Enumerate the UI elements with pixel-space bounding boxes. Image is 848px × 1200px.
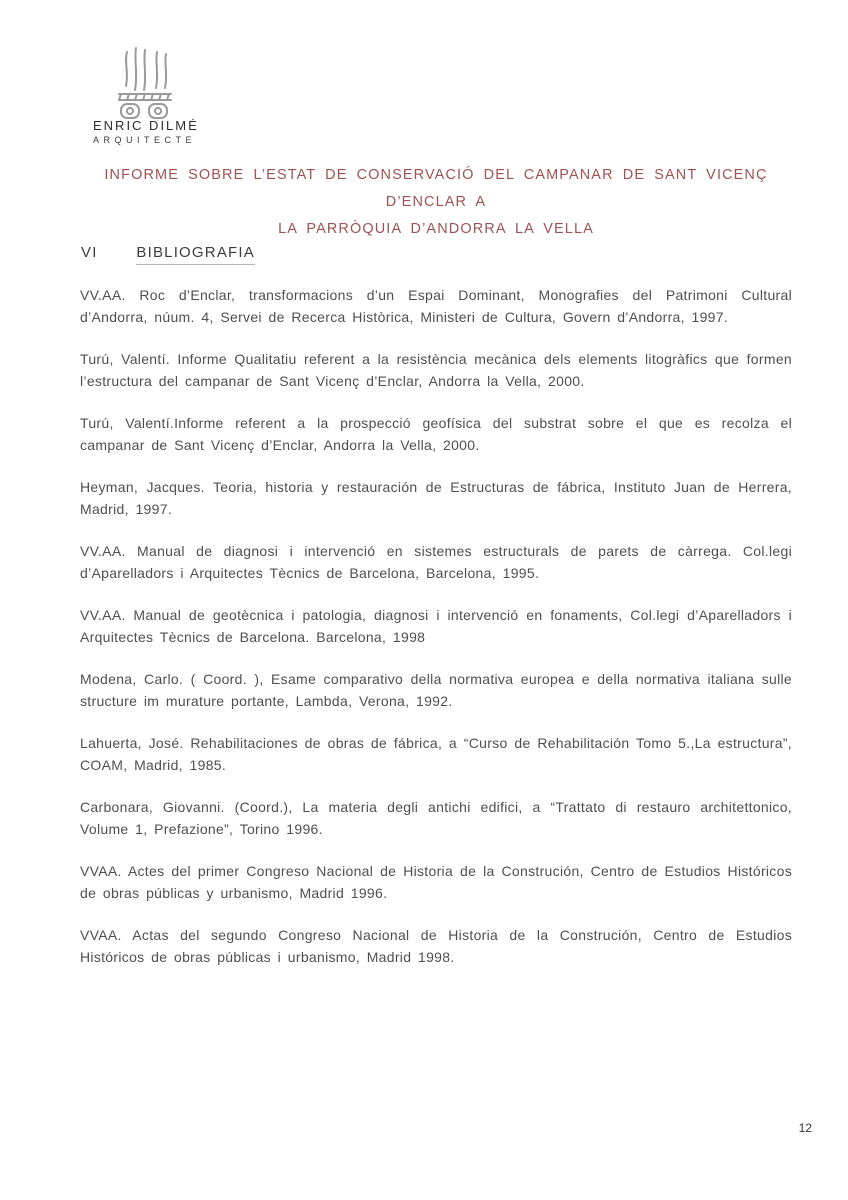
architect-logo [93, 46, 213, 145]
page-number: 12 [798, 1121, 812, 1135]
bibliography-entry: Lahuerta, José. Rehabilitaciones de obras de fábrica, a “Curso de Rehabilitación Tomo 5.,La estructura”, COAM, Madrid, 1985. [80, 735, 792, 773]
logo-subtitle: ARQUITECTE [93, 135, 197, 145]
bibliography-entry: VV.AA. Manual de diagnosi i intervenció en sistemes estructurals de parets de càrrega. Col.legi d’Aparelladors i Arquitectes Tècnics de Barcelona, Barcelona, 1995. [80, 543, 792, 581]
section-title: BIBLIOGRAFIA [136, 244, 255, 265]
bibliography-entry: VVAA. Actes del primer Congreso Nacional de Historia de la Construción, Centro de Estudios Históricos de obras públicas y urbanismo, Madrid 1996. [80, 863, 792, 901]
bibliography-list [80, 285, 792, 989]
document-title [80, 162, 792, 243]
bibliography-entry: Turú, Valentí. Informe Qualitatiu referent a la resistència mecànica dels elements litogràfics que formen l’estructura del campanar de Sant Vicenç d’Enclar, Andorra la Vella, 2000. [80, 351, 792, 389]
section-number: VI [81, 244, 98, 261]
document-title-line2: LA PARRÒQUIA D’ANDORRA LA VELLA [278, 221, 594, 237]
bibliography-entry: Turú, Valentí.Informe referent a la prospecció geofísica del substrat sobre el que es recolza el campanar de Sant Vicenç d’Enclar, Andorra la Vella, 2000. [80, 415, 792, 453]
bibliography-entry: Modena, Carlo. ( Coord. ), Esame comparativo della normativa europea e della normativa italiana sulle structure im murature portante, Lambda, Verona, 1992. [80, 671, 792, 709]
section-heading [81, 244, 255, 265]
bibliography-entry: Heyman, Jacques. Teoria, historia y restauración de Estructuras de fábrica, Instituto Juan de Herrera, Madrid, 1997. [80, 479, 792, 517]
bibliography-entry: VVAA. Actas del segundo Congreso Nacional de Historia de la Construción, Centro de Estudios Históricos de obras públicas i urbanismo, Madrid 1998. [80, 927, 792, 965]
bibliography-entry: Carbonara, Giovanni. (Coord.), La materia degli antichi edifici, a “Trattato di restauro architettonico, Volume 1, Prefazione”, Torino 1996. [80, 799, 792, 837]
document-title-line1: INFORME SOBRE L’ESTAT DE CONSERVACIÓ DEL CAMPANAR DE SANT VICENÇ D’ENCLAR A [104, 167, 768, 210]
bibliography-entry: VV.AA. Manual de geotècnica i patologia, diagnosi i intervenció en fonaments, Col.legi d’Aparelladors i Arquitectes Tècnics de Barcelona. Barcelona, 1998 [80, 607, 792, 645]
bibliography-entry: VV.AA. Roc d’Enclar, transformacions d’un Espai Dominant, Monografies del Patrimoni Cultural d’Andorra, núum. 4, Servei de Recerca Històrica, Ministeri de Cultura, Govern d’Andorra, 1997. [80, 287, 792, 325]
logo-name: ENRIC DILMÉ [93, 118, 199, 133]
